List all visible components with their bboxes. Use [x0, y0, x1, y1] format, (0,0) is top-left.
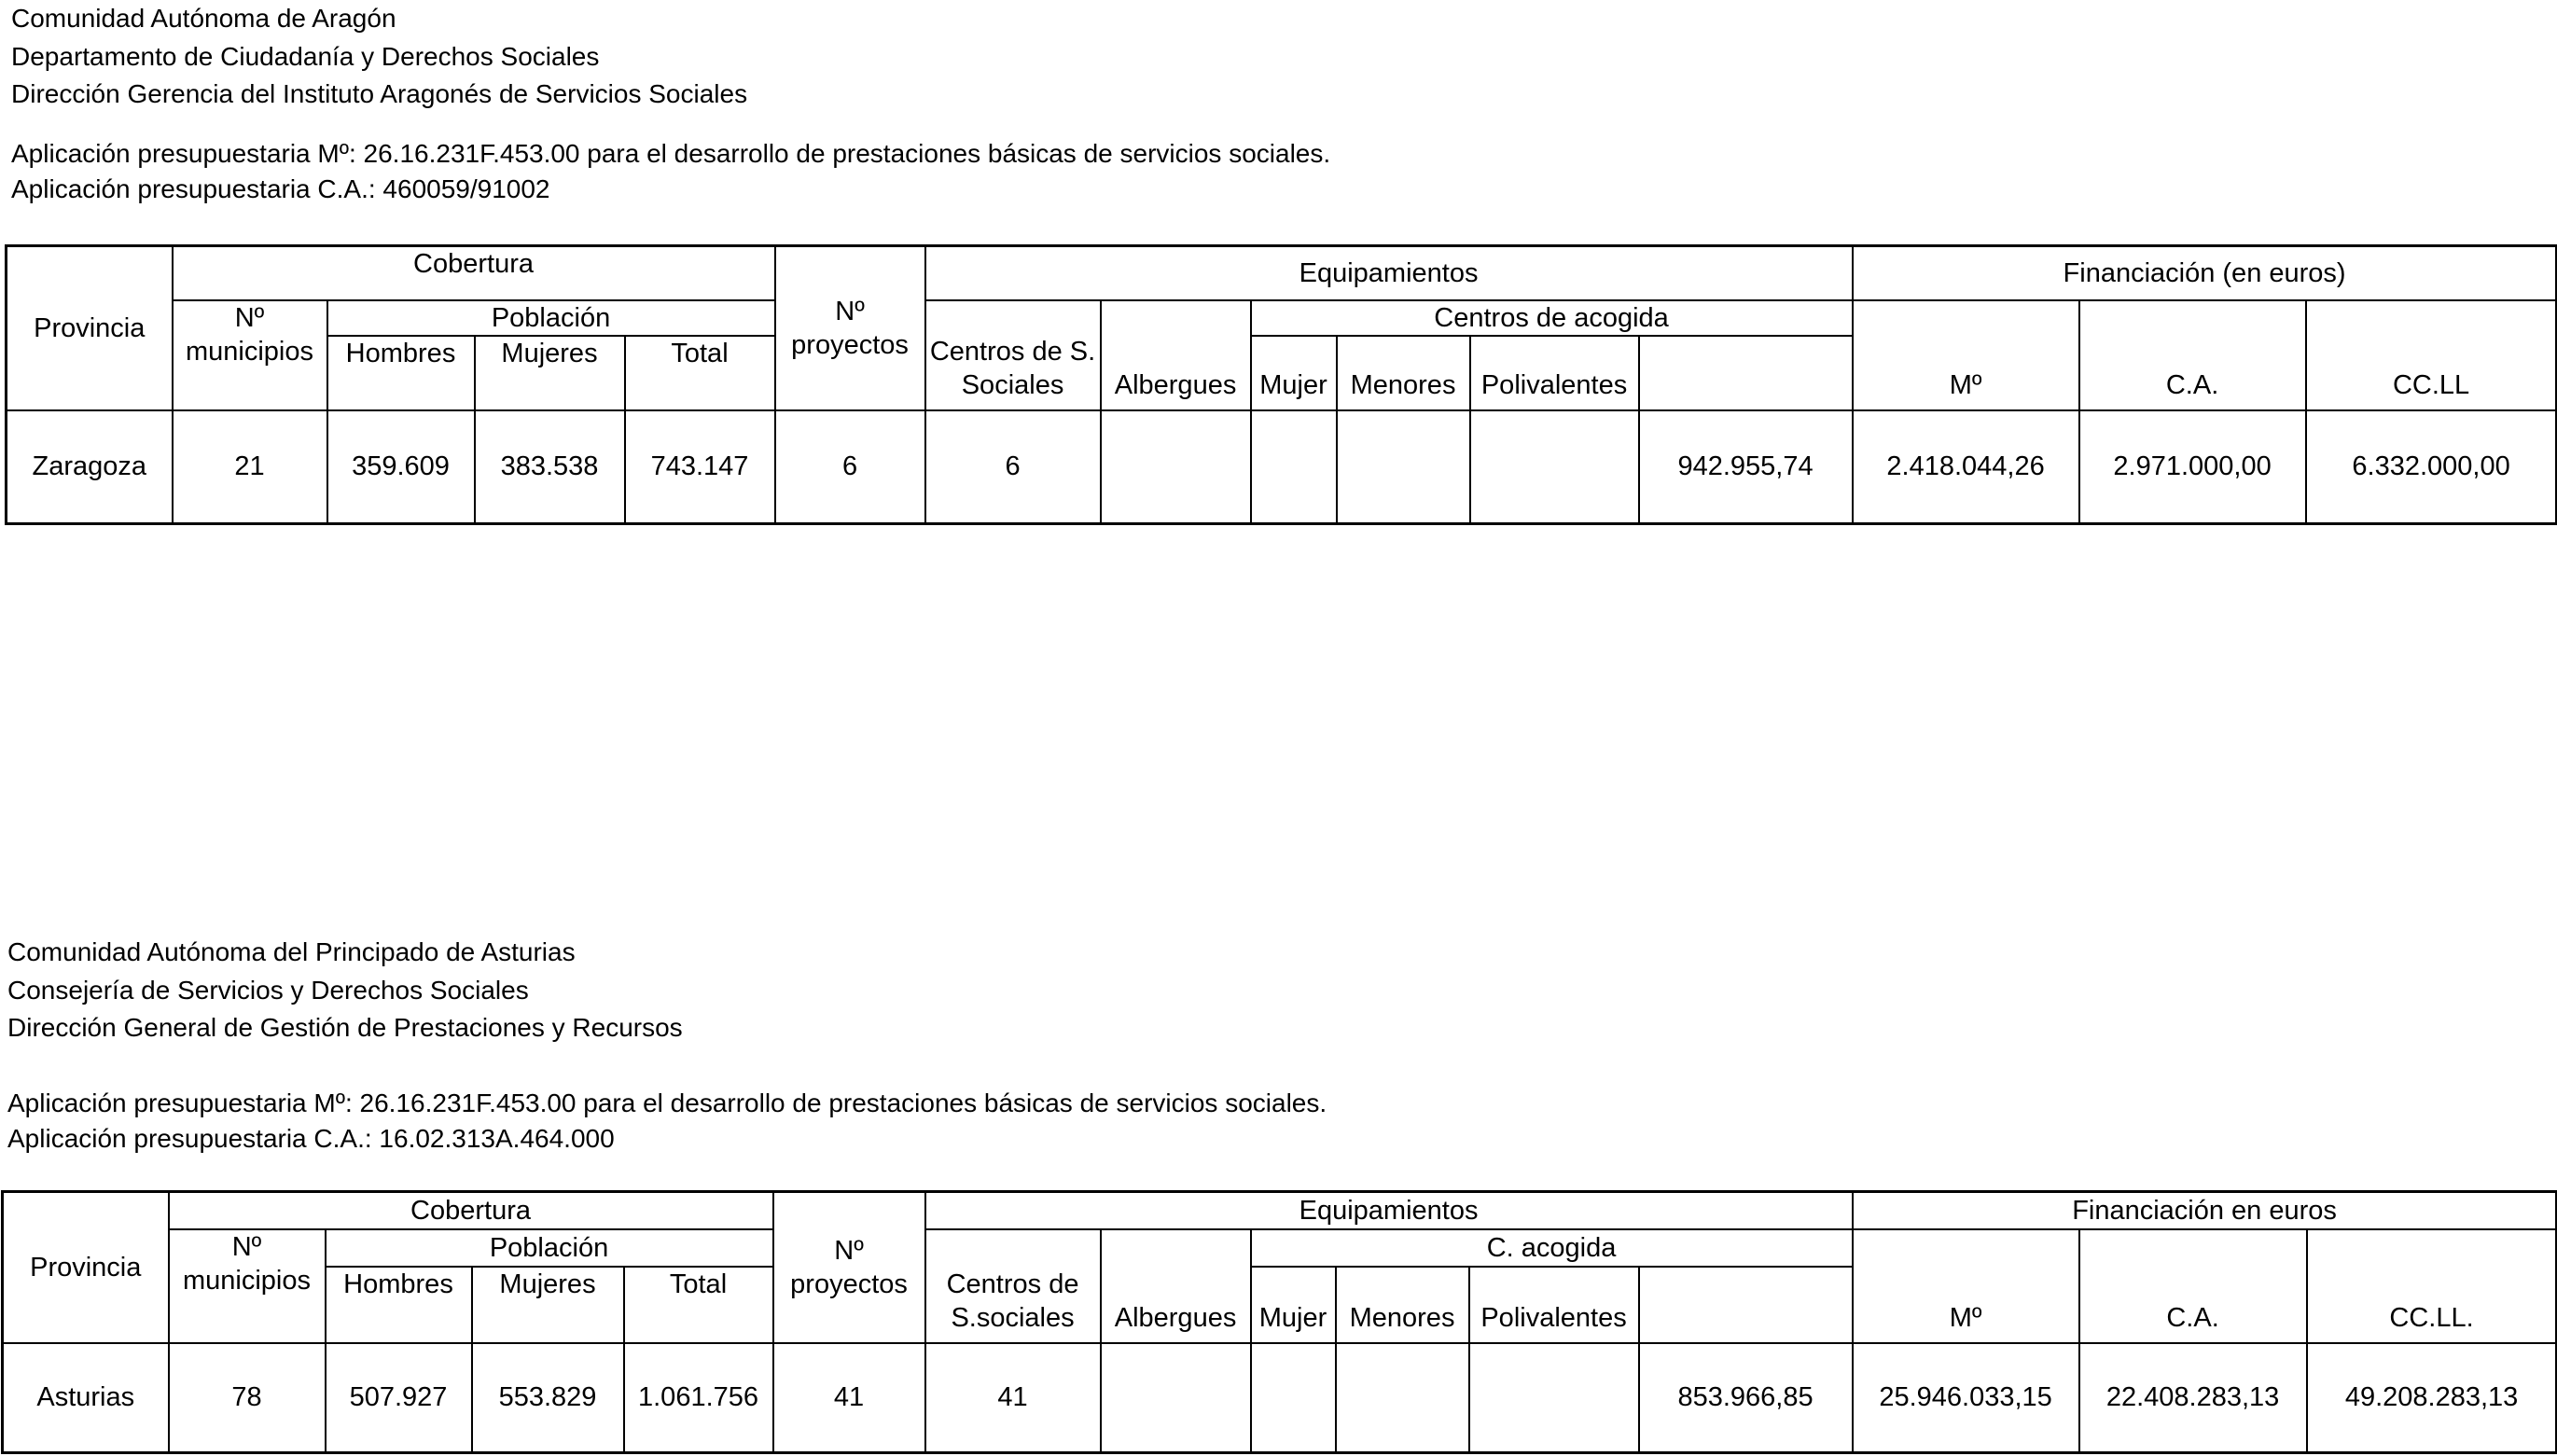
header-line-2: Departamento de Ciudadanía y Derechos Sociales [11, 42, 600, 71]
group-equipamientos: Equipamientos [925, 1192, 1853, 1229]
group-financiacion: Financiación (en euros) [1853, 246, 2557, 300]
cell-hombres: 359.609 [327, 410, 475, 524]
cell-n-municipios: 78 [169, 1343, 326, 1453]
group-financiacion: Financiación en euros [1853, 1192, 2557, 1229]
group-poblacion: Población [326, 1229, 773, 1267]
albergues-top-cell [1101, 1229, 1251, 1267]
table-row [7, 410, 2557, 524]
group-poblacion: Población [327, 300, 775, 336]
col-albergues: Albergues [1101, 1267, 1251, 1343]
cell-menores [1336, 1343, 1469, 1453]
col-n-municipios: Nº municipios [173, 300, 327, 410]
albergues-top-cell [1101, 300, 1251, 336]
cell-polivalentes [1470, 410, 1639, 524]
cell-mujeres: 383.538 [475, 410, 625, 524]
cell-n-municipios: 21 [173, 410, 327, 524]
cell-total: 49.208.283,13 [2307, 1343, 2557, 1453]
header-line-1: Comunidad Autónoma de Aragón [11, 4, 396, 33]
cell-centros-ss: 6 [925, 410, 1101, 524]
col-centros-ss: Centros de S.sociales [925, 1229, 1101, 1343]
table-row [3, 1343, 2557, 1453]
col-centros-ss: Centros de S. Sociales [925, 300, 1101, 410]
budget-line-1: Aplicación presupuestaria Mº: 26.16.231F.453.00 para el desarrollo de prestaciones básicas de servicios sociales. [11, 139, 1331, 168]
col-mo: Mº [1853, 1229, 2079, 1343]
col-polivalentes: Polivalentes [1469, 1267, 1639, 1343]
cell-albergues [1101, 1343, 1251, 1453]
cell-mujer [1251, 1343, 1336, 1453]
cell-provincia: Asturias [3, 1343, 169, 1453]
group-cobertura: Cobertura [169, 1192, 773, 1229]
cell-ccll: 2.971.000,00 [2079, 410, 2306, 524]
cell-polivalentes [1469, 1343, 1639, 1453]
cell-mujer [1251, 410, 1337, 524]
cell-mo: 853.966,85 [1639, 1343, 1853, 1453]
budget-line-2: Aplicación presupuestaria C.A.: 16.02.313A.464.000 [7, 1124, 615, 1153]
cell-mujeres: 553.829 [472, 1343, 624, 1453]
col-albergues: Albergues [1101, 336, 1251, 410]
cell-provincia: Zaragoza [7, 410, 173, 524]
cell-ca: 25.946.033,15 [1853, 1343, 2079, 1453]
col-n-municipios: Nº municipios [169, 1229, 326, 1343]
col-mujeres: Mujeres [475, 336, 625, 410]
col-menores: Menores [1337, 336, 1470, 410]
col-polivalentes: Polivalentes [1470, 336, 1639, 410]
col-mujer: Mujer [1251, 1267, 1336, 1343]
col-ccll: CC.LL [2306, 300, 2557, 410]
cell-ca: 2.418.044,26 [1853, 410, 2079, 524]
cell-menores [1337, 410, 1470, 524]
col-mujeres: Mujeres [472, 1267, 624, 1343]
col-total-poblacion: Total [624, 1267, 773, 1343]
col-total-poblacion: Total [625, 336, 775, 410]
cell-n-proyectos: 6 [775, 410, 925, 524]
group-cobertura: Cobertura [173, 246, 775, 300]
col-ca: C.A. [2079, 1229, 2307, 1343]
cell-centros-ss: 41 [925, 1343, 1101, 1453]
cell-total-poblacion: 1.061.756 [624, 1343, 773, 1453]
col-provincia: Provincia [3, 1192, 169, 1343]
col-provincia: Provincia [7, 246, 173, 410]
cell-n-proyectos: 41 [773, 1343, 925, 1453]
data-table-aragon [5, 244, 2557, 525]
col-mujer: Mujer [1251, 336, 1337, 410]
header-line-2: Consejería de Servicios y Derechos Sociales [7, 976, 529, 1005]
col-ca: C.A. [2079, 300, 2306, 410]
cell-mo: 942.955,74 [1639, 410, 1853, 524]
group-centros-acogida: C. acogida [1251, 1229, 1853, 1267]
cell-albergues [1101, 410, 1251, 524]
col-hombres: Hombres [326, 1267, 472, 1343]
group-equipamientos: Equipamientos [925, 246, 1853, 300]
col-ccll: CC.LL. [2307, 1229, 2557, 1343]
data-table-asturias [1, 1190, 2557, 1454]
col-hombres: Hombres [327, 336, 475, 410]
col-menores: Menores [1336, 1267, 1469, 1343]
col-n-proyectos: Nº proyectos [775, 246, 925, 410]
cell-total: 6.332.000,00 [2306, 410, 2557, 524]
cell-total-poblacion: 743.147 [625, 410, 775, 524]
col-mo: Mº [1853, 300, 2079, 410]
header-line-3: Dirección General de Gestión de Prestaciones y Recursos [7, 1013, 683, 1042]
group-centros-acogida: Centros de acogida [1251, 300, 1853, 336]
cell-hombres: 507.927 [326, 1343, 472, 1453]
header-line-3: Dirección Gerencia del Instituto Aragonés de Servicios Sociales [11, 79, 748, 108]
budget-line-1: Aplicación presupuestaria Mº: 26.16.231F.453.00 para el desarrollo de prestaciones básicas de servicios sociales. [7, 1089, 1327, 1117]
cell-ccll: 22.408.283,13 [2079, 1343, 2307, 1453]
budget-line-2: Aplicación presupuestaria C.A.: 460059/91002 [11, 174, 550, 203]
col-n-proyectos: Nº proyectos [773, 1192, 925, 1343]
header-line-1: Comunidad Autónoma del Principado de Asturias [7, 937, 576, 966]
